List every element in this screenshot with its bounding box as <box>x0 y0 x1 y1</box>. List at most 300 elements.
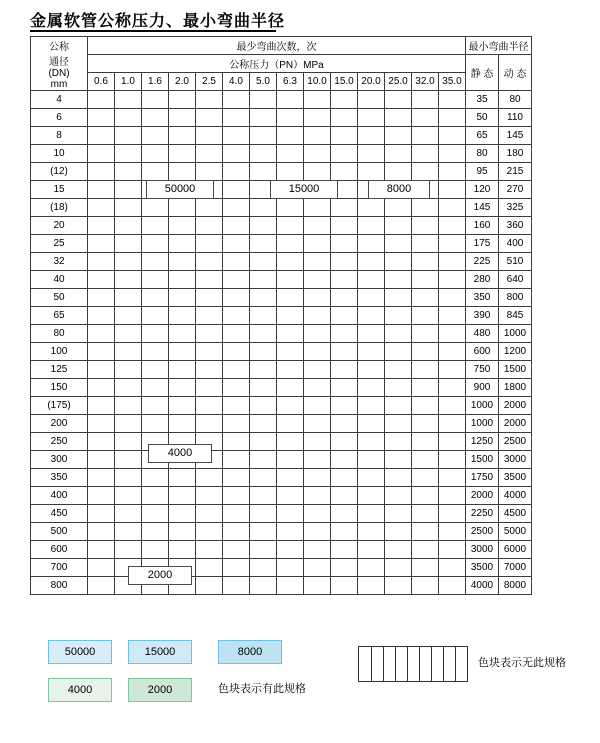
pn-column-header: 2.0 <box>169 73 196 91</box>
spec-cell <box>412 199 439 217</box>
spec-cell <box>331 109 358 127</box>
row-dn-label: 300 <box>31 451 88 469</box>
spec-cell <box>223 289 250 307</box>
spec-cell <box>223 343 250 361</box>
spec-cell <box>385 541 412 559</box>
spec-cell <box>385 271 412 289</box>
spec-cell <box>412 577 439 595</box>
spec-cell <box>304 199 331 217</box>
dn-header-line-1: 公称 <box>49 41 69 53</box>
spec-cell <box>277 559 304 577</box>
radius-dynamic-value: 80 <box>499 91 532 109</box>
spec-cell <box>115 415 142 433</box>
spec-cell <box>277 289 304 307</box>
spec-cell <box>223 235 250 253</box>
spec-cell <box>358 325 385 343</box>
spec-cell <box>88 217 115 235</box>
radius-dynamic-header: 动 态 <box>499 55 532 91</box>
pn-column-header: 6.3 <box>277 73 304 91</box>
spec-cell <box>277 379 304 397</box>
pn-column-header: 32.0 <box>412 73 439 91</box>
spec-cell <box>250 523 277 541</box>
spec-cell <box>385 307 412 325</box>
spec-cell <box>115 505 142 523</box>
spec-cell <box>412 343 439 361</box>
radius-dynamic-value: 510 <box>499 253 532 271</box>
spec-cell <box>277 109 304 127</box>
spec-cell <box>412 163 439 181</box>
spec-cell <box>169 379 196 397</box>
spec-cell <box>250 91 277 109</box>
radius-dynamic-value: 8000 <box>499 577 532 595</box>
spec-cell <box>88 289 115 307</box>
spec-cell <box>250 415 277 433</box>
spec-cell <box>439 505 466 523</box>
radius-dynamic-value: 4000 <box>499 487 532 505</box>
spec-cell <box>358 487 385 505</box>
spec-cell <box>358 163 385 181</box>
table-row <box>31 415 532 433</box>
spec-cell <box>358 379 385 397</box>
row-dn-label: 6 <box>31 109 88 127</box>
spec-cell <box>88 163 115 181</box>
spec-cell <box>115 127 142 145</box>
spec-cell <box>88 559 115 577</box>
spec-cell <box>331 253 358 271</box>
spec-cell <box>169 199 196 217</box>
pn-column-header: 5.0 <box>250 73 277 91</box>
spec-cell <box>304 91 331 109</box>
radius-dynamic-value: 2500 <box>499 433 532 451</box>
spec-cell <box>439 91 466 109</box>
spec-cell <box>385 523 412 541</box>
row-dn-label: 150 <box>31 379 88 397</box>
spec-cell <box>88 577 115 595</box>
spec-cell <box>196 559 223 577</box>
spec-cell <box>277 253 304 271</box>
spec-cell <box>412 127 439 145</box>
spec-cell <box>385 253 412 271</box>
spec-cell <box>358 253 385 271</box>
spec-cell <box>439 217 466 235</box>
spec-cell <box>439 253 466 271</box>
spec-cell <box>223 361 250 379</box>
radius-static-value: 900 <box>466 379 499 397</box>
spec-cell <box>385 559 412 577</box>
spec-cell <box>196 343 223 361</box>
spec-cell <box>304 523 331 541</box>
spec-cell <box>439 235 466 253</box>
spec-cell <box>88 271 115 289</box>
spec-cell <box>223 559 250 577</box>
legend-swatch-4000: 4000 <box>48 678 112 702</box>
spec-cell <box>142 235 169 253</box>
table-body <box>31 91 532 595</box>
radius-static-value: 50 <box>466 109 499 127</box>
spec-cell <box>169 235 196 253</box>
spec-cell <box>358 541 385 559</box>
spec-cell <box>196 361 223 379</box>
spec-cell <box>439 289 466 307</box>
pn-column-header: 0.6 <box>88 73 115 91</box>
row-dn-label: 32 <box>31 253 88 271</box>
spec-cell <box>439 433 466 451</box>
spec-cell <box>277 433 304 451</box>
spec-cell <box>385 379 412 397</box>
spec-cell <box>169 217 196 235</box>
spec-cell <box>439 181 466 199</box>
radius-static-value: 390 <box>466 307 499 325</box>
spec-cell <box>250 325 277 343</box>
radius-static-value: 95 <box>466 163 499 181</box>
spec-cell <box>358 235 385 253</box>
spec-cell <box>223 145 250 163</box>
spec-cell <box>142 361 169 379</box>
spec-cell <box>331 91 358 109</box>
spec-cell <box>169 163 196 181</box>
radius-dynamic-value: 6000 <box>499 541 532 559</box>
spec-cell <box>304 145 331 163</box>
spec-cell <box>277 235 304 253</box>
spec-cell <box>331 199 358 217</box>
spec-cell <box>88 199 115 217</box>
spec-cell <box>196 505 223 523</box>
spec-cell <box>196 415 223 433</box>
spec-cell <box>304 415 331 433</box>
spec-cell <box>142 91 169 109</box>
header-row-3-pn-values <box>31 73 532 91</box>
radius-dynamic-value: 7000 <box>499 559 532 577</box>
radius-dynamic-value: 1000 <box>499 325 532 343</box>
spec-cell <box>331 325 358 343</box>
radius-dynamic-value: 3500 <box>499 469 532 487</box>
spec-cell <box>223 379 250 397</box>
spec-cell <box>304 235 331 253</box>
spec-cell <box>250 559 277 577</box>
spec-cell <box>223 577 250 595</box>
row-dn-label: 500 <box>31 523 88 541</box>
spec-cell <box>304 271 331 289</box>
spec-cell <box>88 361 115 379</box>
spec-cell <box>115 361 142 379</box>
radius-static-value: 3500 <box>466 559 499 577</box>
table-row <box>31 541 532 559</box>
spec-cell <box>385 433 412 451</box>
spec-cell <box>115 523 142 541</box>
dn-header-line-4: mm <box>50 78 68 90</box>
spec-cell <box>142 487 169 505</box>
radius-dynamic-value: 800 <box>499 289 532 307</box>
row-dn-label: 350 <box>31 469 88 487</box>
radius-static-value: 2250 <box>466 505 499 523</box>
spec-cell <box>385 91 412 109</box>
spec-cell <box>196 217 223 235</box>
spec-cell <box>412 415 439 433</box>
spec-cell <box>250 451 277 469</box>
spec-cell <box>385 199 412 217</box>
radius-static-header: 静 态 <box>466 55 499 91</box>
radius-dynamic-value: 360 <box>499 217 532 235</box>
spec-cell <box>142 541 169 559</box>
spec-cell <box>88 325 115 343</box>
spec-cell <box>223 253 250 271</box>
table-row <box>31 163 532 181</box>
table-row <box>31 235 532 253</box>
spec-cell <box>142 379 169 397</box>
spec-cell <box>115 181 142 199</box>
row-dn-label: 8 <box>31 127 88 145</box>
spec-cell <box>88 145 115 163</box>
spec-cell <box>196 289 223 307</box>
spec-cell <box>277 415 304 433</box>
table-row <box>31 199 532 217</box>
spec-cell <box>385 145 412 163</box>
spec-cell <box>358 505 385 523</box>
spec-cell <box>88 181 115 199</box>
spec-cell <box>358 307 385 325</box>
table-row <box>31 145 532 163</box>
spec-cell <box>196 271 223 289</box>
spec-cell <box>412 451 439 469</box>
spec-cell <box>223 523 250 541</box>
spec-cell <box>250 397 277 415</box>
spec-cell <box>385 325 412 343</box>
spec-cell <box>304 541 331 559</box>
row-dn-label: 15 <box>31 181 88 199</box>
row-dn-label: 450 <box>31 505 88 523</box>
spec-cell <box>412 379 439 397</box>
spec-cell <box>385 127 412 145</box>
spec-cell <box>385 343 412 361</box>
table-row <box>31 451 532 469</box>
spec-cell <box>304 343 331 361</box>
row-dn-label: 40 <box>31 271 88 289</box>
spec-cell <box>358 109 385 127</box>
table-row <box>31 271 532 289</box>
spec-cell <box>142 469 169 487</box>
spec-cell <box>169 289 196 307</box>
radius-dynamic-value: 1800 <box>499 379 532 397</box>
radius-static-value: 1000 <box>466 415 499 433</box>
spec-cell <box>142 271 169 289</box>
spec-cell <box>385 361 412 379</box>
spec-cell <box>439 163 466 181</box>
spec-cell <box>169 127 196 145</box>
spec-cell <box>250 487 277 505</box>
spec-cell <box>439 199 466 217</box>
spec-cell <box>304 379 331 397</box>
radius-static-value: 2000 <box>466 487 499 505</box>
radius-static-value: 120 <box>466 181 499 199</box>
spec-cell <box>304 559 331 577</box>
spec-cell <box>439 487 466 505</box>
spec-cell <box>196 487 223 505</box>
spec-cell <box>250 541 277 559</box>
spec-cell <box>331 397 358 415</box>
spec-cell <box>385 235 412 253</box>
radius-static-value: 350 <box>466 289 499 307</box>
spec-cell <box>88 487 115 505</box>
spec-cell <box>142 307 169 325</box>
spec-cell <box>88 415 115 433</box>
spec-cell <box>115 397 142 415</box>
radius-static-value: 1500 <box>466 451 499 469</box>
spec-cell <box>115 307 142 325</box>
pn-column-header: 35.0 <box>439 73 466 91</box>
spec-cell <box>250 307 277 325</box>
spec-cell <box>142 523 169 541</box>
spec-cell <box>412 145 439 163</box>
spec-cell <box>88 379 115 397</box>
row-dn-label: 800 <box>31 577 88 595</box>
spec-cell <box>88 523 115 541</box>
spec-cell <box>88 127 115 145</box>
spec-cell <box>223 271 250 289</box>
row-dn-label: 10 <box>31 145 88 163</box>
radius-dynamic-value: 2000 <box>499 397 532 415</box>
spec-cell <box>223 199 250 217</box>
spec-cell <box>304 217 331 235</box>
spec-cell <box>412 271 439 289</box>
spec-cell <box>169 541 196 559</box>
radius-dynamic-value: 270 <box>499 181 532 199</box>
spec-cell <box>358 577 385 595</box>
spec-cell <box>412 469 439 487</box>
spec-cell <box>250 253 277 271</box>
table-row <box>31 109 532 127</box>
spec-cell <box>385 577 412 595</box>
spec-cell <box>439 415 466 433</box>
spec-cell <box>358 415 385 433</box>
spec-cell <box>304 469 331 487</box>
spec-cell <box>250 271 277 289</box>
spec-cell <box>223 505 250 523</box>
spec-cell <box>142 145 169 163</box>
table-row <box>31 127 532 145</box>
radius-static-value: 4000 <box>466 577 499 595</box>
spec-cell <box>385 487 412 505</box>
spec-cell <box>439 379 466 397</box>
spec-cell <box>331 379 358 397</box>
title-underline <box>30 30 276 32</box>
spec-cell <box>358 523 385 541</box>
spec-cell <box>88 469 115 487</box>
spec-cell <box>385 289 412 307</box>
spec-cell <box>277 541 304 559</box>
spec-cell <box>358 91 385 109</box>
spec-cell <box>142 109 169 127</box>
spec-cell <box>358 469 385 487</box>
spec-cell <box>142 199 169 217</box>
dn-header-cell <box>31 37 88 91</box>
legend-swatch-15000: 15000 <box>128 640 192 664</box>
spec-cell <box>88 109 115 127</box>
radius-static-value: 175 <box>466 235 499 253</box>
spec-cell <box>88 397 115 415</box>
spec-cell <box>115 271 142 289</box>
spec-cell <box>277 307 304 325</box>
spec-cell <box>412 307 439 325</box>
radius-dynamic-value: 4500 <box>499 505 532 523</box>
spec-cell <box>385 397 412 415</box>
spec-cell <box>196 379 223 397</box>
spec-cell <box>250 127 277 145</box>
spec-cell <box>196 541 223 559</box>
spec-cell <box>223 415 250 433</box>
table-row <box>31 469 532 487</box>
dn-header-line-2: 通径 <box>49 56 69 68</box>
radius-dynamic-value: 1500 <box>499 361 532 379</box>
table-row <box>31 325 532 343</box>
spec-cell <box>223 217 250 235</box>
spec-cell <box>277 127 304 145</box>
spec-cell <box>223 91 250 109</box>
header-row-2 <box>31 55 532 73</box>
spec-cell <box>88 343 115 361</box>
row-dn-label: 250 <box>31 433 88 451</box>
spec-cell <box>142 415 169 433</box>
spec-cell <box>439 361 466 379</box>
spec-cell <box>196 235 223 253</box>
dn-header-line-3: (DN) <box>48 67 70 79</box>
radius-static-value: 280 <box>466 271 499 289</box>
spec-cell <box>277 505 304 523</box>
spec-cell <box>223 181 250 199</box>
spec-cell <box>304 109 331 127</box>
spec-cell <box>439 307 466 325</box>
spec-cell <box>412 217 439 235</box>
radius-static-value: 3000 <box>466 541 499 559</box>
spec-cell <box>277 91 304 109</box>
pn-column-header: 15.0 <box>331 73 358 91</box>
spec-cell <box>169 109 196 127</box>
spec-cell <box>223 109 250 127</box>
spec-cell <box>277 469 304 487</box>
spec-cell <box>331 559 358 577</box>
spec-cell <box>115 343 142 361</box>
spec-cell <box>223 451 250 469</box>
spec-cell <box>385 163 412 181</box>
spec-cell <box>439 559 466 577</box>
spec-cell <box>439 469 466 487</box>
spec-cell <box>250 235 277 253</box>
spec-cell <box>358 343 385 361</box>
spec-cell <box>250 343 277 361</box>
spec-cell <box>331 163 358 181</box>
spec-cell <box>142 325 169 343</box>
page-title: 金属软管公称压力、最小弯曲半径 <box>30 13 286 30</box>
spec-cell <box>412 109 439 127</box>
spec-cell <box>412 433 439 451</box>
spec-cell <box>277 451 304 469</box>
spec-cell <box>250 199 277 217</box>
spec-cell <box>142 217 169 235</box>
radius-static-value: 80 <box>466 145 499 163</box>
spec-cell <box>250 469 277 487</box>
spec-cell <box>331 415 358 433</box>
legend-swatch-2000: 2000 <box>128 678 192 702</box>
spec-cell <box>304 451 331 469</box>
spec-cell <box>250 289 277 307</box>
spec-cell <box>385 505 412 523</box>
spec-cell <box>439 451 466 469</box>
spec-cell <box>412 487 439 505</box>
spec-cell <box>331 505 358 523</box>
row-dn-label: 400 <box>31 487 88 505</box>
spec-cell <box>439 325 466 343</box>
value-box-4000: 4000 <box>148 444 212 463</box>
spec-cell <box>250 163 277 181</box>
